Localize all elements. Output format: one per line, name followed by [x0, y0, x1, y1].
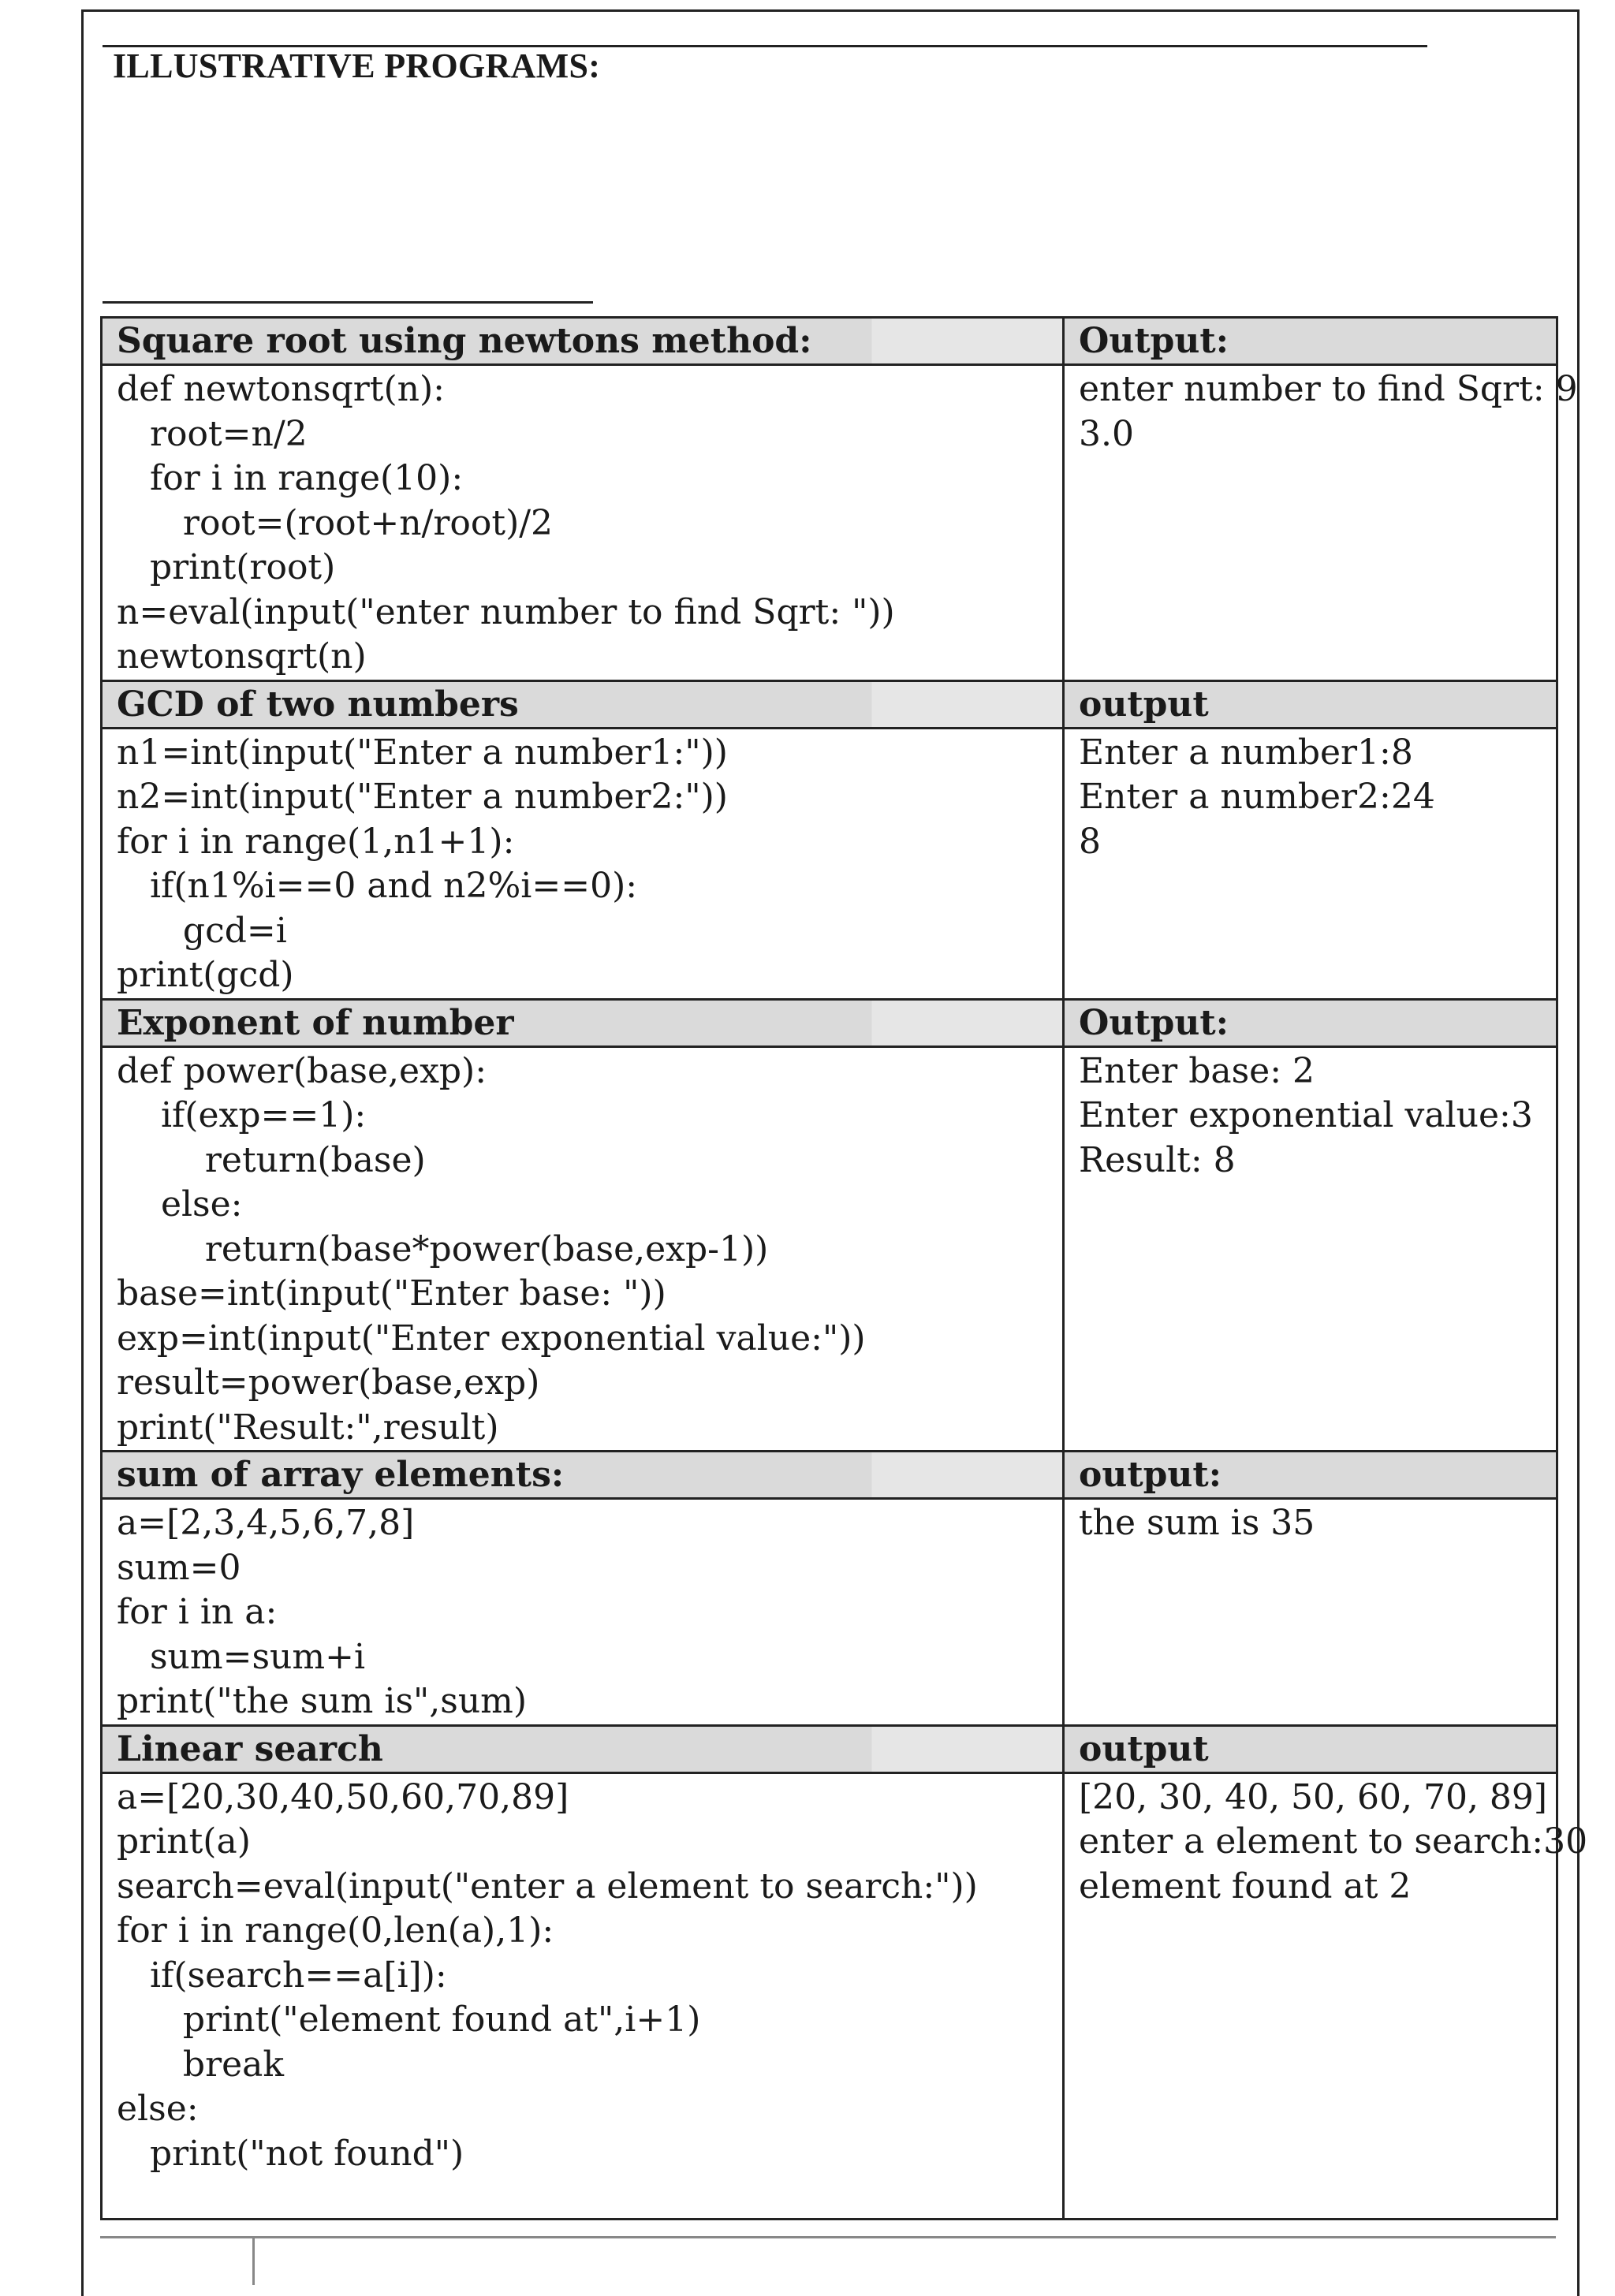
output-title: output — [1064, 1725, 1557, 1772]
program-body-row — [102, 1046, 1557, 1452]
program-body-row — [102, 728, 1557, 999]
program-code: def power(base,exp): if(exp==1): return(base) else: return(base*power(base,exp-1)) base=int(input("Enter base: ")) exp=int(input("Enter exponential value:")) result=power(base,exp) print("Result:",result) — [102, 1046, 1064, 1452]
program-title: Square root using newtons method: — [102, 318, 1064, 365]
program-output: Enter a number1:8 Enter a number2:24 8 — [1064, 728, 1557, 999]
program-body-row — [102, 365, 1557, 681]
programs-table — [100, 316, 1588, 2220]
program-code: def newtonsqrt(n): root=n/2 for i in range(10): root=(root+n/root)/2 print(root) n=eval(input("enter number to find Sqrt: ")) newtonsqrt(n) — [102, 365, 1064, 681]
footer-divider — [252, 2236, 255, 2285]
program-header-row — [102, 1725, 1557, 1772]
program-code: a=[2,3,4,5,6,7,8] sum=0 for i in a: sum=sum+i print("the sum is",sum) — [102, 1499, 1064, 1726]
program-code: a=[20,30,40,50,60,70,89] print(a) search=eval(input("enter a element to search:")) for i in range(0,len(a),1): if(search==a[i]): print("element found at",i+1) break else: print("not found") — [102, 1772, 1064, 2219]
program-title: Exponent of number — [102, 999, 1064, 1046]
program-output: [20, 30, 40, 50, 60, 70, 89] enter a element to search:30 element found at 2 — [1064, 1772, 1557, 2219]
heading-underline — [103, 301, 593, 304]
program-title: sum of array elements: — [102, 1452, 1064, 1499]
program-body-row — [102, 1499, 1557, 1726]
output-title: output — [1064, 680, 1557, 728]
page-heading: ILLUSTRATIVE PROGRAMS: — [113, 47, 601, 85]
program-output: Enter base: 2 Enter exponential value:3 Result: 8 — [1064, 1046, 1557, 1452]
output-title: Output: — [1064, 318, 1557, 365]
program-header-row — [102, 680, 1557, 728]
program-title: Linear search — [102, 1725, 1064, 1772]
program-title: GCD of two numbers — [102, 680, 1064, 728]
program-header-row — [102, 318, 1557, 365]
program-header-row — [102, 999, 1557, 1046]
output-title: Output: — [1064, 999, 1557, 1046]
footer-rule — [100, 2236, 1556, 2238]
program-code: n1=int(input("Enter a number1:")) n2=int(input("Enter a number2:")) for i in range(1,n1+1): if(n1%i==0 and n2%i==0): gcd=i print(gcd) — [102, 728, 1064, 999]
output-title: output: — [1064, 1452, 1557, 1499]
program-output: enter number to find Sqrt: 9 3.0 — [1064, 365, 1557, 681]
program-header-row — [102, 1452, 1557, 1499]
program-output: the sum is 35 — [1064, 1499, 1557, 1726]
program-body-row — [102, 1772, 1557, 2219]
